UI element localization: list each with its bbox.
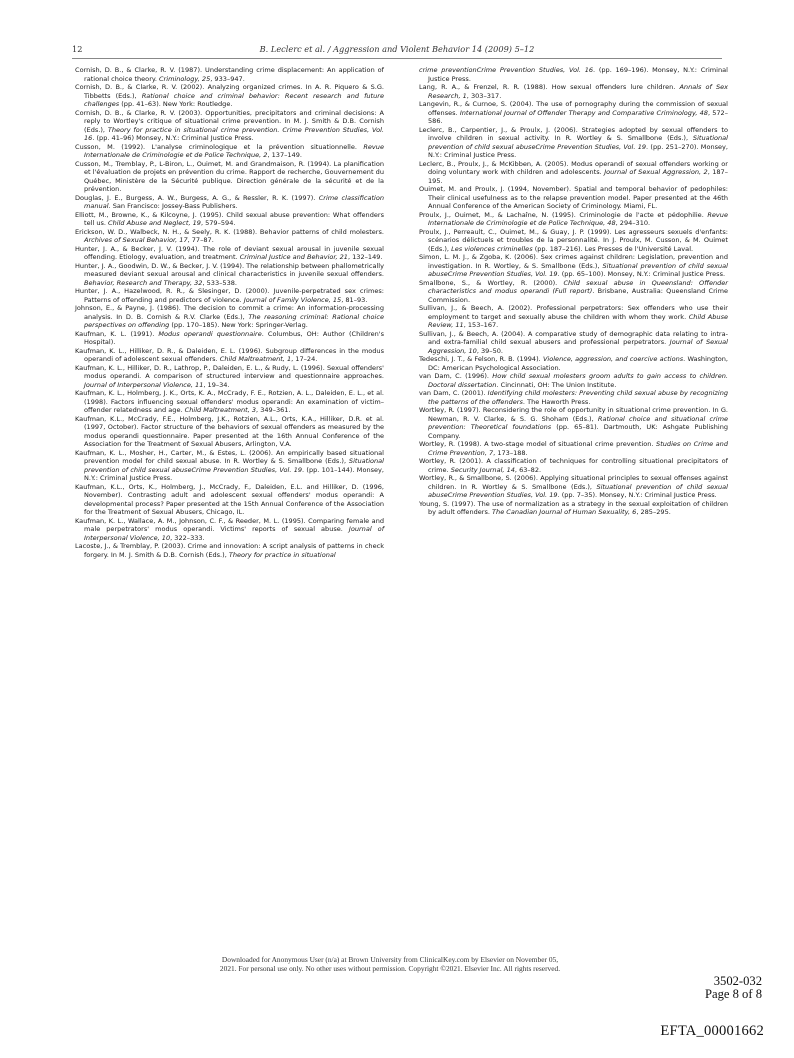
- reference-entry: [75, 109, 384, 143]
- reference-text: , 933–947.: [210, 74, 245, 83]
- reference-italic: Journal of Sexual Aggression, 2: [604, 168, 708, 176]
- reference-text: Hunter, J. A., Hazelwood, R. R., & Slesinger, D. (2000). Juvenile-perpetrated sex crimes: Patterns of offending and predictors of violence.: [75, 287, 384, 304]
- reference-text: Young, S. (1997). The use of normalization as a strategy in the sexual exploitation of children by adult offenders.: [419, 499, 728, 516]
- reference-entry: [419, 100, 728, 126]
- header-rule: [72, 58, 722, 59]
- page-count: Page 8 of 8: [704, 987, 762, 1002]
- reference-entry: [419, 304, 728, 330]
- reference-italic: Situational prevention of child sexual abuseCrime Prevention Studies, Vol. 19: [428, 134, 728, 151]
- reference-text: Lacoste, J., & Tremblay, P. (2003). Crime and innovation: A script analysis of patterns in check forgery. In M. J. Smith & D.B. Cornish (Eds.),: [75, 542, 384, 559]
- reference-entry: [75, 304, 384, 330]
- reference-text: (pp. 170–185). New York: Springer-Verlag.: [169, 321, 308, 329]
- reference-text: Johnson, E., & Payne, J. (1986). The decision to commit a crime: An information-processing analysis. In D. B. Cornish & R.V. Clarke (Eds.),: [75, 304, 384, 321]
- reference-entry: [75, 287, 384, 304]
- reference-text: Sullivan, J., & Beech, A. (2004). A comparative study of demographic data relating to intra- and extra-familial child sexual abusers and professional perpetrators.: [419, 329, 728, 346]
- reference-text: , 77–87.: [187, 236, 214, 244]
- reference-italic: Journal of Sexual Aggression, 10: [428, 338, 728, 355]
- reference-text: Cornish, D. B., & Clarke, R. V. (2003). Opportunities, precipitators and criminal decisions: A reply to Wortley's critique of situational crime prevention. In M. J. Smith & D.B. Cornish (Eds.),: [75, 108, 384, 134]
- reference-text: Kaufman, K.L., Orts, K., Holmberg, J., McCrady, F., Daleiden, E.L. and Hilliker, D. (1996, November). Contrasting adult and adolescent sexual offenders' modus operandi: A developmental process? Paper presented at the 15th Annual Conference of the Association for the Treatment of Sexual Abusers, Chicago, IL.: [75, 482, 384, 516]
- reference-entry: [419, 211, 728, 228]
- reference-text: , 19–34.: [203, 380, 230, 389]
- reference-entry: [75, 517, 384, 543]
- reference-entry: [75, 228, 384, 245]
- reference-italic: Child Abuse Review, 11: [428, 312, 729, 329]
- reference-text: Leclerc, B., Proulx, J., & McKibben, A. (2005). Modus operandi of sexual offenders working or doing voluntary work with children and adolescents.: [419, 159, 728, 176]
- reference-italic: Journal of Interpersonal Violence, 10: [84, 525, 384, 542]
- reference-text: , 572–586.: [428, 108, 728, 125]
- reference-italic: Situational prevention of child sexual abuseCrime Prevention Studies, Vol. 19: [428, 261, 728, 278]
- reference-text: Sullivan, J., & Beech, A. (2002). Professional perpetrators: Sex offenders who use their employment to target and sexually abuse the children with whom they work.: [419, 304, 728, 321]
- reference-text: Kaufman, K. L., Hilliker, D. R., Lathrop, P., Daleiden, E. L., & Rudy, L. (1996). Sexual offenders' modus operandi. A comparison of structured interview and questionnaire approaches.: [75, 363, 384, 380]
- reference-text: . (pp. 65–100). Monsey, N.Y.: Criminal Justice Press.: [557, 270, 726, 278]
- reference-entry: [75, 194, 384, 211]
- reference-text: Wortley, R. (1997). Reconsidering the role of opportunity in situational crime prevention. In G. Newman, R. V. Clarke, & S. G. Shoham (Eds.),: [419, 406, 728, 423]
- reference-text: Kaufman, K. L., Hilliker, D. R., & Daleiden, E. L. (1996). Subgroup differences in the modus operandi of adolescent sexual offenders.: [75, 346, 384, 363]
- reference-entry: [75, 483, 384, 517]
- reference-text: , 63–82.: [514, 465, 542, 474]
- reference-text: . (pp. 251–270). Monsey, N.Y.: Criminal Justice Press.: [428, 142, 728, 159]
- reference-entry: [419, 500, 728, 517]
- reference-text: van Dam, C. (1996).: [419, 372, 493, 380]
- reference-italic: The Canadian Journal of Human Sexuality, 6: [492, 508, 637, 516]
- bates-number: EFTA_00001662: [660, 1023, 764, 1039]
- reference-entry: [419, 474, 728, 500]
- reference-text: Kaufman, K. L. (1991).: [75, 329, 159, 338]
- reference-text: Cusson, M. (1992). L'analyse criminologique et la prévention situationnelle.: [75, 142, 364, 151]
- reference-text: Hunter, J. A., & Becker, J. V. (1994). The role of deviant sexual arousal in juvenile sexual offending. Etiology, evaluation, and treatment.: [75, 244, 384, 261]
- reference-entry: [75, 389, 384, 415]
- reference-italic: Les violences criminelles: [451, 244, 533, 253]
- reference-italic: Theory for practice in situational crime prevention. Crime Prevention Studies, Vol. 16: [84, 125, 384, 142]
- reference-italic: Criminology, 25: [158, 74, 211, 83]
- reference-text: Simon, L. M. J., & Zgoba, K. (2006). Sex crimes against children: Legislation, prevention and investigation. In R. Wortley, & S. Smallbone (Eds.),: [419, 253, 728, 270]
- reference-italic: Criminal Justice and Behavior, 21: [239, 253, 348, 261]
- references-column-right: [419, 66, 728, 517]
- reference-italic: The reasoning criminal: Rational choice perspectives on offending: [84, 312, 384, 329]
- reference-entry: [75, 449, 384, 483]
- reference-text: Lang, R. A., & Frenzel, R. R. (1988). How sexual offenders lure children.: [419, 83, 680, 91]
- reference-text: Langevin, R., & Curnoe, S. (2004). The use of pornography during the commission of sexual offenses.: [419, 100, 728, 117]
- reference-italic: crime preventionCrime Prevention Studies, Vol. 16: [419, 66, 594, 74]
- reference-italic: Child Maltreatment, 1: [219, 355, 292, 363]
- reference-entry: [419, 279, 728, 305]
- reference-text: . Cincinnati, OH: The Union Institute.: [496, 380, 617, 389]
- download-notice-line: 2021. For personal use only. No other uses without permission. Copyright ©2021. Elsevier Inc. All rights reserved.: [219, 963, 561, 973]
- reference-entry: [419, 372, 728, 389]
- reference-text: Elliott, M., Browne, K., & Kilcoyne, J. (1995). Child sexual abuse prevention: What offenders tell us.: [75, 210, 384, 227]
- reference-italic: Security Journal, 14: [450, 465, 515, 474]
- reference-italic: Crime classification manual: [84, 193, 384, 210]
- reference-entry: [75, 347, 384, 364]
- reference-italic: International Journal of Offender Therapy and Comparative Criminology, 48: [459, 108, 708, 117]
- reference-text: , 322–333.: [170, 533, 205, 542]
- reference-text: Kaufman, K. L., Holmberg, J. K., Orts, K. A., McCrady, F. E., Rotzien, A. L., Daleiden, E. L., et al. (1998). Factors influencing sexual offenders' modus operandi: An examination of victim–offender relatedness and age.: [75, 389, 384, 414]
- reference-text: . (pp. 101–144). Monsey, N.Y.: Criminal Justice Press.: [84, 465, 384, 482]
- reference-text: Tedeschi, J. T., & Felson, R. B. (1994).: [419, 355, 543, 363]
- reference-entry: [75, 364, 384, 390]
- reference-text: Kaufman, K. L., Mosher, H., Carter, M., & Estes, L. (2006). An empirically based situational prevention model for child sexual abuse. In R. Wortley & S. Smallbone (Eds.),: [75, 448, 384, 465]
- reference-text: . (pp. 41–96) Monsey, N.Y.: Criminal Justice Press.: [92, 134, 254, 142]
- reference-text: . The Haworth Press.: [522, 397, 591, 406]
- reference-text: , 187–195.: [428, 168, 728, 185]
- running-title: B. Leclerc et al. / Aggression and Violent Behavior 14 (2009) 5–12: [259, 44, 535, 54]
- reference-entry: [75, 143, 384, 160]
- reference-text: , 285–295.: [636, 508, 671, 516]
- page-number: 12: [72, 44, 83, 54]
- reference-text: Smallbone, S., & Wortley, R. (2000).: [419, 278, 564, 287]
- reference-text: , 153–167.: [463, 321, 499, 329]
- reference-italic: Rational choice and criminal behavior: Recent research and future challenges: [84, 91, 384, 108]
- reference-entry: [419, 355, 728, 372]
- reference-italic: Violence, aggression, and coercive actions: [542, 355, 684, 363]
- reference-entry: [419, 160, 728, 186]
- reference-text: , 579–594.: [200, 219, 236, 227]
- reference-italic: How child sexual molesters groom adults to gain access to children. Doctoral dissertation: [428, 372, 728, 389]
- reference-italic: Modus operandi questionnaire: [158, 329, 262, 338]
- document-number: 3502-032: [713, 974, 762, 988]
- reference-text: . Columbus, OH: Author (Children's Hospital).: [84, 329, 384, 346]
- reference-italic: Journal of Family Violence, 15: [243, 295, 342, 304]
- reference-entry: [419, 253, 728, 279]
- reference-italic: Annals of Sex Research, 1: [428, 83, 728, 100]
- reference-text: Kaufman, K.L., McCrady, F.E., Holmberg, J.K., Rotzien, A.L., Orts, K.A., Hilliker, D.R. et al. (1997, October). Factor structure of the behaviors of sexual offenders as measured by the modus operandi questionnaire. Paper presented at the 16th Annual Conference of the Association for the Treatment of Sexual Abusers, Arlington, V.A.: [75, 414, 384, 448]
- reference-italic: Identifying child molesters: Preventing child sexual abuse by recognizing the patterns of the offenders: [428, 389, 728, 406]
- reference-text: , 81–93.: [341, 295, 368, 304]
- reference-entry: [419, 457, 728, 474]
- reference-entry: [75, 245, 384, 262]
- reference-italic: Situational prevention of child sexual abuseCrime Prevention Studies, Vol. 19: [84, 457, 384, 474]
- reference-text: Wortley, R., & Smallbone, S. (2006). Applying situational principles to sexual offenses against children. In R. Wortley & S. Smallbone (Eds.),: [419, 474, 728, 491]
- reference-text: . San Francisco: Jossey-Bass Publishers.: [108, 202, 238, 210]
- reference-italic: Child Abuse and Neglect, 19: [108, 219, 201, 227]
- running-header: [72, 42, 722, 56]
- reference-italic: Studies on Crime and Crime Prevention, 7: [428, 440, 728, 457]
- reference-italic: Revue Internationale de Criminologie et de Police Technique, 48: [428, 210, 728, 227]
- reference-entry: [75, 262, 384, 288]
- reference-italic: Journal of Interpersonal Violence, 11: [84, 380, 204, 389]
- reference-text: , 17–24.: [291, 355, 318, 363]
- reference-text: Kaufman, K. L., Wallace, A. M., Johnson, C. F., & Reeder, M. L. (1995). Comparing female and male perpetrators' modus operandi. Victims' reports of sexual abuse.: [75, 516, 384, 533]
- reference-text: Douglas, J. E., Burgess, A. W., Burgess, A. G., & Ressler, R. K. (1997).: [75, 193, 319, 202]
- reference-text: , 137–149.: [267, 151, 302, 159]
- reference-text: Ouimet, M. and Proulx, J. (1994, November). Spatial and temporal behavior of pedophiles: Their clinical usefulness as to the relapse prevention model. Paper presented at the 46th Annual Conference of the American Society of Criminology. Miami, FL.: [419, 185, 728, 210]
- reference-text: , 533–538.: [202, 278, 237, 287]
- reference-text: Leclerc, B., Carpentier, J., & Proulx, J. (2006). Strategies adopted by sexual offenders to involve children in sexual activity. In R. Wortley & S. Smallbone (Eds.),: [419, 125, 728, 142]
- reference-entry: [419, 440, 728, 457]
- reference-italic: Child Maltreatment, 3: [184, 406, 257, 414]
- reference-entry: [75, 66, 384, 83]
- reference-entry: [75, 542, 384, 559]
- reference-italic: Theory for practice in situational: [228, 550, 336, 559]
- document-stamp: [705, 975, 762, 1002]
- reference-text: , 39–50.: [476, 346, 503, 355]
- reference-entry: [75, 211, 384, 228]
- reference-entry: [419, 406, 728, 440]
- reference-text: , 349–361.: [256, 406, 291, 414]
- reference-text: , 132–149.: [347, 253, 383, 261]
- reference-text: (pp. 65–81). Dartmouth, UK: Ashgate Publishing Company.: [428, 423, 728, 440]
- reference-text: Wortley, R. (1998). A two-stage model of situational crime prevention.: [419, 440, 657, 448]
- reference-italic: Rational choice and situational crime prevention: Theoretical foundations: [428, 414, 729, 431]
- references-column-left: [75, 66, 384, 559]
- reference-text: Wortley, R. (2001). A classification of techniques for controlling situational precipitators of crime.: [419, 457, 728, 474]
- reference-entry: [419, 66, 728, 83]
- reference-entry: [419, 185, 728, 211]
- reference-entry: [419, 83, 728, 100]
- download-notice-line: Downloaded for Anonymous User (n/a) at Brown University from ClinicalKey.com by Elsevier on November 05,: [221, 955, 559, 964]
- reference-entry: [75, 83, 384, 109]
- reference-entry: [75, 330, 384, 347]
- reference-italic: Situational prevention of child sexual abuseCrime Prevention Studies, Vol. 19: [428, 482, 728, 499]
- reference-text: (pp. 41–63). New York: Routledge.: [119, 100, 233, 108]
- reference-text: . (pp. 169–196). Monsey, N.Y.: Criminal Justice Press.: [428, 66, 728, 83]
- reference-text: Cornish, D. B., & Clarke, R. V. (2002). Analyzing organized crimes. In A. R. Piquero & S.G. Tibbetts (Eds.),: [75, 83, 384, 100]
- reference-text: , 303–317.: [466, 91, 502, 100]
- reference-text: . (pp. 7–35). Monsey, N.Y.: Criminal Justice Press.: [557, 491, 717, 499]
- reference-text: Hunter, J. A., Goodwin, D. W., & Becker, J. V. (1994). The relationship between phallometrically measured deviant sexual arousal and clinical characteristics in juvenile sexual offenders.: [75, 261, 384, 278]
- reference-entry: [419, 389, 728, 406]
- reference-italic: Child sexual abuse in Queensland: Offender characteristics and modus operandi (Full report): [428, 278, 728, 295]
- reference-text: Proulx, J., Perreault, C., Ouimet, M., & Guay, J. P. (1999). Les agresseurs sexuels d'enfants: scénarios délictuels et troubles de la personnalité. In J. Proulx, M. Cusson, & M. Ouimet (Eds.),: [419, 227, 728, 253]
- reference-text: Proulx, J., Ouimet, M., & Lachaîne, N. (1995). Criminologie de l'acte et pédophilie.: [419, 210, 708, 219]
- reference-text: van Dam, C. (2001).: [419, 389, 488, 397]
- reference-text: Erickson, W. D., Walbeck, N. H., & Seely, R. K. (1988). Behavior patterns of child molesters.: [75, 227, 384, 236]
- reference-text: Cusson, M., Tremblay, P., L-Biron, L., Ouimet, M. and Grandmaison, R. (1994). La planification et l'évaluation de projets en prévention du crime. Rapport de recherche, Gouvernement du Québec, Ministère de la Sécurité publique. Direction générale de la sécurité et de la prévention.: [75, 159, 384, 193]
- reference-entry: [419, 228, 728, 254]
- reference-entry: [419, 126, 728, 160]
- reference-entry: [75, 160, 384, 194]
- reference-text: Cornish, D. B., & Clarke, R. V. (1987). Understanding crime displacement: An application of rational choice theory.: [75, 66, 384, 83]
- download-notice: [190, 956, 590, 973]
- reference-entry: [75, 415, 384, 449]
- reference-italic: Behavior, Research and Therapy, 32: [84, 278, 203, 287]
- reference-italic: Archives of Sexual Behavior, 17: [84, 236, 188, 244]
- reference-text: (pp. 187–216). Les Presses de l'Université Laval.: [532, 244, 694, 253]
- reference-text: . Brisbane, Australia: Queensland Crime Commission.: [428, 287, 728, 304]
- reference-text: . Washington, DC: American Psychological Association.: [428, 355, 729, 372]
- reference-text: , 173–188.: [493, 448, 528, 457]
- reference-italic: Revue Internationale de Criminologie et de Police Technique, 2: [84, 142, 384, 159]
- reference-text: , 294–310.: [615, 219, 651, 227]
- reference-entry: [419, 330, 728, 356]
